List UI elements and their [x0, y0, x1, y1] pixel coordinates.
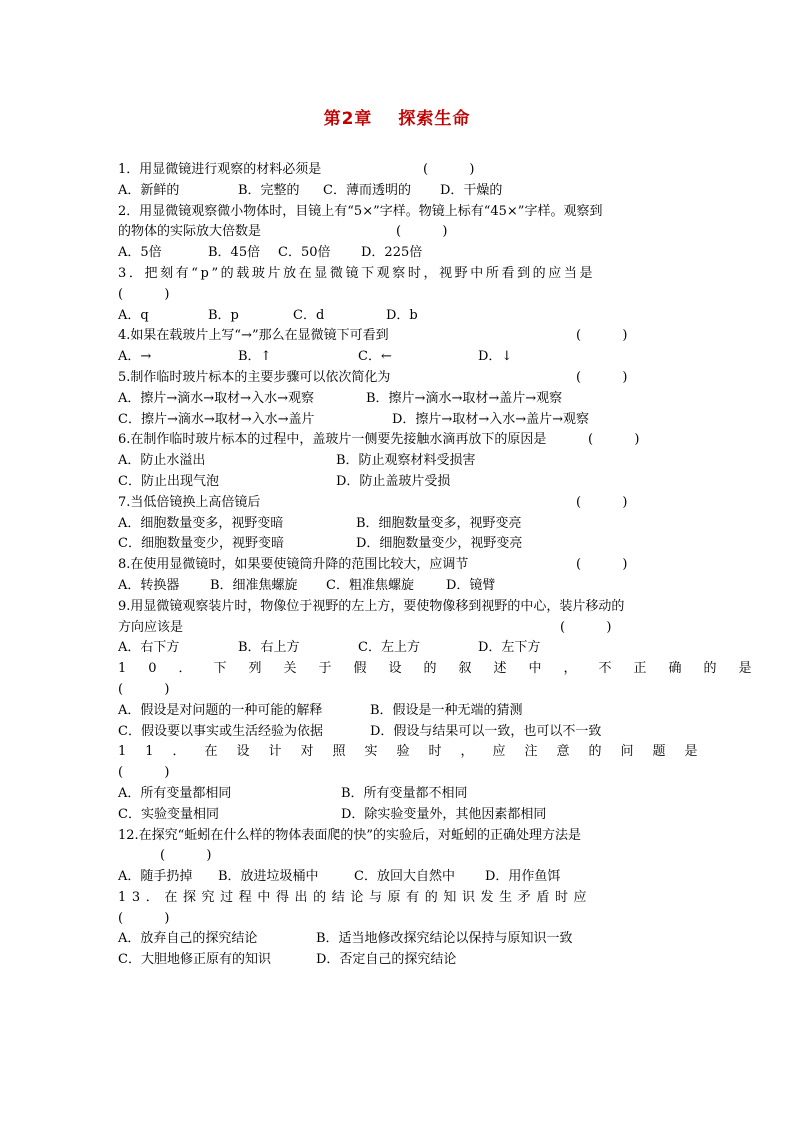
question-2-stem-cont: 的物体的实际放大倍数是 ( ) — [118, 222, 676, 243]
answer-blank: ( ) — [576, 328, 628, 344]
question-10-paren-line — [118, 680, 676, 701]
question-2-stem: 2．用显微镜观察微小物体时，目镜上有“5×”字样。物镜上标有“45×”字样。观察到 — [118, 203, 603, 219]
option-a: A．q — [118, 307, 149, 323]
question-11-stem: 11．在设计对照实验时，应注意的问题是 — [118, 744, 717, 760]
option-c: C．细胞数量变少，视野变暗 — [118, 536, 284, 552]
question-7-options-row2 — [118, 534, 676, 555]
question-3-options — [118, 306, 676, 327]
question-list — [118, 160, 774, 971]
option-a: A．5倍 — [118, 245, 162, 261]
question-6-options-row1 — [118, 451, 676, 472]
question-3-stem: 3．把刻有“p”的载玻片放在显微镜下观察时，视野中所看到的应当是 — [118, 265, 596, 281]
question-11-options-row2 — [118, 805, 676, 826]
answer-blank: ( ) — [396, 224, 448, 240]
option-c: C．50倍 — [278, 245, 331, 261]
question-6-stem: 6.在制作临时玻片标本的过程中，盖玻片一侧要先接触水滴再放下的原因是 ( ) — [118, 430, 676, 451]
question-13-stem: 13．在探究过程中得出的结论与原有的知识发生矛盾时应 — [118, 889, 593, 905]
option-c: C．防止出现气泡 — [118, 473, 219, 489]
question-12-options — [118, 867, 676, 888]
question-4-options — [118, 347, 676, 368]
option-b: B．细胞数量变多，视野变亮 — [356, 515, 522, 531]
option-c: C．放回大自然中 — [354, 869, 455, 885]
option-d: D．干燥的 — [440, 182, 503, 198]
question-7-options-row1 — [118, 514, 676, 535]
option-d: D．b — [386, 307, 418, 323]
option-d: D．擦片→取材→入水→盖片→观察 — [392, 411, 589, 427]
answer-blank: ( ) — [118, 681, 170, 697]
question-1-options — [118, 181, 676, 202]
option-a: A．所有变量都相同 — [118, 785, 232, 801]
option-d: D．左下方 — [478, 640, 541, 656]
option-a: A．→ — [118, 349, 152, 365]
option-c: C．实验变量相同 — [118, 806, 219, 822]
option-d: D．假设与结果可以一致，也可以不一致 — [370, 723, 602, 739]
question-8-stem: 8.在使用显微镜时，如果要使镜筒升降的范围比较大，应调节 ( ) — [118, 555, 676, 576]
option-b: B．细准焦螺旋 — [210, 577, 298, 593]
option-b: B．完整的 — [238, 182, 300, 198]
option-d: D．否定自己的探究结论 — [316, 952, 457, 968]
question-11-options-row1 — [118, 784, 676, 805]
question-6-options-row2 — [118, 472, 676, 493]
answer-blank: ( ) — [118, 910, 170, 926]
option-c: C．粗准焦螺旋 — [326, 577, 414, 593]
question-10-options-row1 — [118, 701, 676, 722]
option-b: B．p — [208, 307, 239, 323]
question-10-stem: 10．下列关于假设的叙述中，不正确的是 — [118, 661, 774, 677]
page-title — [0, 104, 794, 129]
option-c: C．大胆地修正原有的知识 — [118, 952, 271, 968]
option-b: B．适当地修改探究结论以保持与原知识一致 — [316, 931, 573, 947]
option-d: D．↓ — [478, 349, 513, 365]
option-a: A．假设是对问题的一种可能的解释 — [118, 702, 323, 718]
answer-blank: ( ) — [118, 286, 170, 302]
option-b: B．右上方 — [238, 640, 300, 656]
option-a: A．随手扔掉 — [118, 869, 193, 885]
option-c: C．擦片→滴水→取材→入水→盖片 — [118, 411, 315, 427]
question-3-paren-line — [118, 285, 676, 306]
chapter-number: 第2章 — [323, 109, 373, 129]
answer-blank: ( ) — [576, 557, 628, 573]
option-b: B．放进垃圾桶中 — [218, 869, 319, 885]
chapter-name: 探索生命 — [398, 109, 471, 129]
option-b: B．假设是一种无端的猜测 — [370, 702, 523, 718]
question-13-paren-line — [118, 909, 676, 930]
option-a: A．擦片→滴水→取材→入水→观察 — [118, 390, 314, 406]
question-7-stem: 7.当低倍镜换上高倍镜后 ( ) — [118, 493, 676, 514]
option-b: B．↑ — [238, 349, 272, 365]
answer-blank: ( ) — [588, 432, 640, 448]
question-4-stem: 4.如果在载玻片上写“→”那么在显微镜下可看到 ( ) — [118, 326, 676, 347]
option-a: A．防止水溢出 — [118, 453, 206, 469]
option-a: A．新鲜的 — [118, 182, 180, 198]
option-a: A．右下方 — [118, 640, 180, 656]
option-b: B．防止观察材料受损害 — [336, 453, 476, 469]
question-9-options — [118, 638, 676, 659]
answer-blank: ( ) — [160, 848, 212, 864]
answer-blank: ( ) — [576, 369, 628, 385]
option-b: B．擦片→滴水→取材→盖片→观察 — [366, 390, 563, 406]
option-d: D．除实验变量外，其他因素都相同 — [341, 806, 547, 822]
option-c: C．薄而透明的 — [323, 182, 411, 198]
option-c: C．← — [358, 349, 392, 365]
option-d: D．用作鱼饵 — [485, 869, 561, 885]
option-c: C．假设要以事实或生活经验为依据 — [118, 723, 323, 739]
question-11-paren-line — [118, 763, 676, 784]
question-8-options — [118, 576, 676, 597]
question-13-options-row2 — [118, 950, 676, 971]
question-5-stem: 5.制作临时玻片标本的主要步骤可以依次简化为 ( ) — [118, 368, 676, 389]
option-d: D．细胞数量变少，视野变亮 — [356, 536, 523, 552]
question-2-options — [118, 243, 676, 264]
question-9-stem-cont: 方向应该是 ( ) — [118, 618, 676, 639]
question-12-paren-line — [118, 846, 676, 867]
option-a: A．细胞数量变多，视野变暗 — [118, 515, 284, 531]
option-b: B．所有变量都不相同 — [341, 785, 468, 801]
question-10-options-row2 — [118, 722, 676, 743]
option-c: C．d — [293, 307, 325, 323]
question-12-stem: 12.在探究“蚯蚓在什么样的物体表面爬的快”的实验后，对蚯蚓的正确处理方法是 — [118, 827, 581, 843]
option-d: D．防止盖玻片受损 — [336, 473, 451, 489]
option-d: D．225倍 — [361, 245, 423, 261]
answer-blank: ( ) — [560, 619, 612, 635]
question-13-options-row1 — [118, 929, 676, 950]
question-5-options-row1 — [118, 389, 676, 410]
question-1-stem: 1．用显微镜进行观察的材料必须是 ( ) — [118, 160, 676, 181]
question-5-options-row2 — [118, 410, 676, 431]
answer-blank: ( ) — [118, 765, 170, 781]
question-9-stem: 9.用显微镜观察装片时，物像位于视野的左上方，要使物像移到视野的中心，装片移动的 — [118, 598, 625, 614]
option-c: C．左上方 — [358, 640, 420, 656]
option-d: D．镜臂 — [446, 577, 496, 593]
option-a: A．转换器 — [118, 577, 180, 593]
option-a: A．放弃自己的探究结论 — [118, 931, 258, 947]
answer-blank: ( ) — [423, 162, 475, 177]
answer-blank: ( ) — [576, 494, 628, 510]
option-b: B．45倍 — [208, 245, 261, 261]
